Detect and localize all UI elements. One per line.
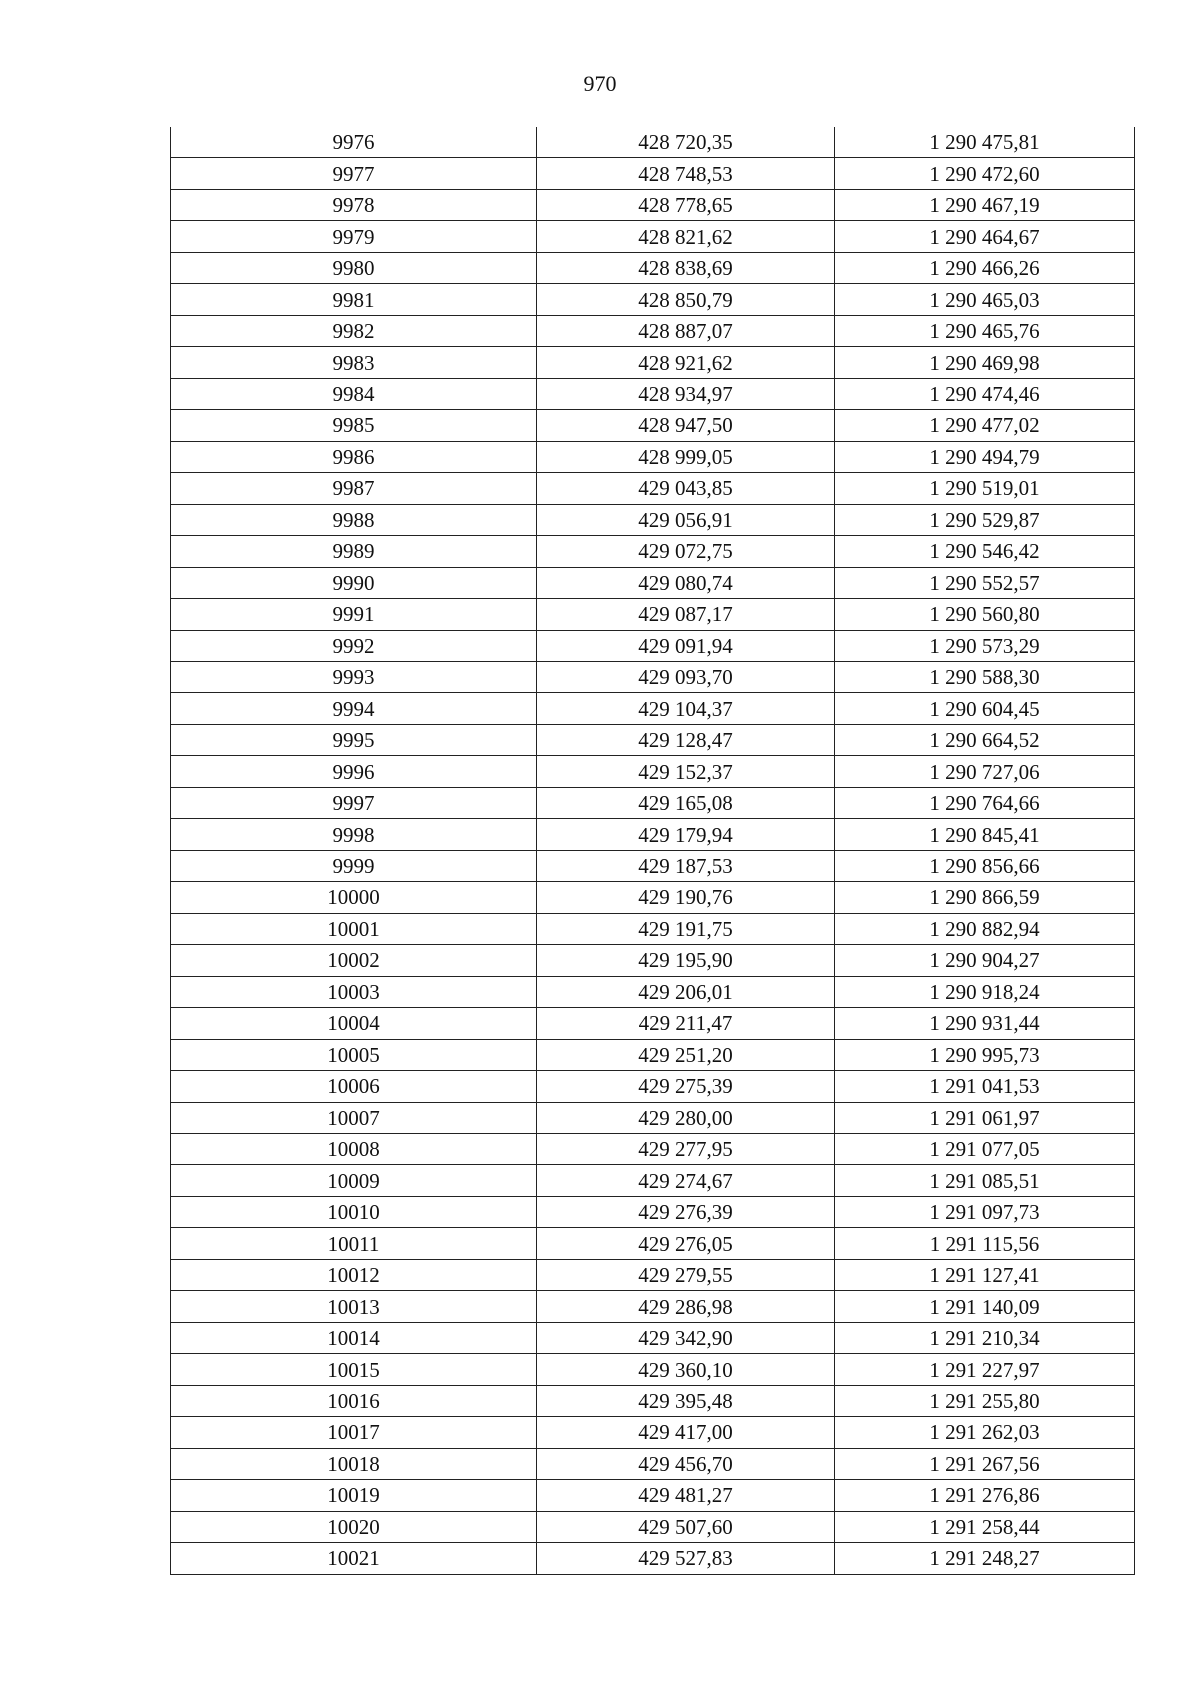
table-row <box>171 1417 1135 1448</box>
point-number-cell: 10007 <box>171 1102 537 1133</box>
y-coordinate-cell: 1 291 267,56 <box>835 1448 1135 1479</box>
x-coordinate-cell: 429 276,05 <box>537 1228 835 1259</box>
x-coordinate-cell: 429 211,47 <box>537 1008 835 1039</box>
point-number-cell: 10003 <box>171 976 537 1007</box>
point-number-cell: 10018 <box>171 1448 537 1479</box>
x-coordinate-cell: 429 507,60 <box>537 1511 835 1542</box>
point-number-cell: 9976 <box>171 127 537 158</box>
point-number-cell: 10021 <box>171 1543 537 1574</box>
table-row <box>171 189 1135 220</box>
y-coordinate-cell: 1 290 560,80 <box>835 599 1135 630</box>
y-coordinate-cell: 1 291 115,56 <box>835 1228 1135 1259</box>
y-coordinate-cell: 1 290 529,87 <box>835 504 1135 535</box>
point-number-cell: 10002 <box>171 945 537 976</box>
x-coordinate-cell: 429 191,75 <box>537 913 835 944</box>
table-row <box>171 913 1135 944</box>
table-row <box>171 787 1135 818</box>
y-coordinate-cell: 1 290 472,60 <box>835 158 1135 189</box>
table-row <box>171 1322 1135 1353</box>
point-number-cell: 9978 <box>171 189 537 220</box>
point-number-cell: 10019 <box>171 1480 537 1511</box>
table-row <box>171 882 1135 913</box>
table-row <box>171 1228 1135 1259</box>
point-number-cell: 10010 <box>171 1196 537 1227</box>
y-coordinate-cell: 1 291 248,27 <box>835 1543 1135 1574</box>
coordinates-table-body <box>171 127 1135 1574</box>
point-number-cell: 10014 <box>171 1322 537 1353</box>
y-coordinate-cell: 1 290 918,24 <box>835 976 1135 1007</box>
x-coordinate-cell: 429 104,37 <box>537 693 835 724</box>
point-number-cell: 9983 <box>171 347 537 378</box>
y-coordinate-cell: 1 291 127,41 <box>835 1259 1135 1290</box>
x-coordinate-cell: 428 921,62 <box>537 347 835 378</box>
table-row <box>171 1480 1135 1511</box>
table-row <box>171 693 1135 724</box>
point-number-cell: 9986 <box>171 441 537 472</box>
point-number-cell: 9980 <box>171 252 537 283</box>
x-coordinate-cell: 428 748,53 <box>537 158 835 189</box>
y-coordinate-cell: 1 291 140,09 <box>835 1291 1135 1322</box>
x-coordinate-cell: 429 280,00 <box>537 1102 835 1133</box>
x-coordinate-cell: 429 080,74 <box>537 567 835 598</box>
table-row <box>171 1291 1135 1322</box>
y-coordinate-cell: 1 290 465,03 <box>835 284 1135 315</box>
x-coordinate-cell: 429 286,98 <box>537 1291 835 1322</box>
y-coordinate-cell: 1 290 474,46 <box>835 378 1135 409</box>
x-coordinate-cell: 429 165,08 <box>537 787 835 818</box>
table-row <box>171 315 1135 346</box>
table-row <box>171 1008 1135 1039</box>
x-coordinate-cell: 428 934,97 <box>537 378 835 409</box>
point-number-cell: 9994 <box>171 693 537 724</box>
y-coordinate-cell: 1 291 276,86 <box>835 1480 1135 1511</box>
x-coordinate-cell: 429 091,94 <box>537 630 835 661</box>
table-row <box>171 1039 1135 1070</box>
x-coordinate-cell: 428 999,05 <box>537 441 835 472</box>
x-coordinate-cell: 429 274,67 <box>537 1165 835 1196</box>
table-row <box>171 1165 1135 1196</box>
x-coordinate-cell: 429 043,85 <box>537 473 835 504</box>
y-coordinate-cell: 1 290 546,42 <box>835 536 1135 567</box>
table-row <box>171 724 1135 755</box>
x-coordinate-cell: 429 360,10 <box>537 1354 835 1385</box>
point-number-cell: 10020 <box>171 1511 537 1542</box>
y-coordinate-cell: 1 290 866,59 <box>835 882 1135 913</box>
table-row <box>171 661 1135 692</box>
table-row <box>171 127 1135 158</box>
table-row <box>171 221 1135 252</box>
table-row <box>171 1102 1135 1133</box>
point-number-cell: 9993 <box>171 661 537 692</box>
x-coordinate-cell: 429 195,90 <box>537 945 835 976</box>
y-coordinate-cell: 1 291 255,80 <box>835 1385 1135 1416</box>
x-coordinate-cell: 429 251,20 <box>537 1039 835 1070</box>
x-coordinate-cell: 429 417,00 <box>537 1417 835 1448</box>
point-number-cell: 9999 <box>171 850 537 881</box>
y-coordinate-cell: 1 290 464,67 <box>835 221 1135 252</box>
x-coordinate-cell: 428 947,50 <box>537 410 835 441</box>
y-coordinate-cell: 1 290 475,81 <box>835 127 1135 158</box>
point-number-cell: 10016 <box>171 1385 537 1416</box>
y-coordinate-cell: 1 290 664,52 <box>835 724 1135 755</box>
x-coordinate-cell: 429 527,83 <box>537 1543 835 1574</box>
y-coordinate-cell: 1 290 882,94 <box>835 913 1135 944</box>
x-coordinate-cell: 428 821,62 <box>537 221 835 252</box>
y-coordinate-cell: 1 290 465,76 <box>835 315 1135 346</box>
y-coordinate-cell: 1 290 904,27 <box>835 945 1135 976</box>
table-row <box>171 850 1135 881</box>
x-coordinate-cell: 429 481,27 <box>537 1480 835 1511</box>
y-coordinate-cell: 1 291 061,97 <box>835 1102 1135 1133</box>
table-row <box>171 1071 1135 1102</box>
point-number-cell: 10004 <box>171 1008 537 1039</box>
point-number-cell: 9992 <box>171 630 537 661</box>
y-coordinate-cell: 1 290 727,06 <box>835 756 1135 787</box>
y-coordinate-cell: 1 290 573,29 <box>835 630 1135 661</box>
point-number-cell: 9995 <box>171 724 537 755</box>
x-coordinate-cell: 429 279,55 <box>537 1259 835 1290</box>
x-coordinate-cell: 428 720,35 <box>537 127 835 158</box>
x-coordinate-cell: 429 275,39 <box>537 1071 835 1102</box>
y-coordinate-cell: 1 291 041,53 <box>835 1071 1135 1102</box>
point-number-cell: 10015 <box>171 1354 537 1385</box>
x-coordinate-cell: 429 277,95 <box>537 1134 835 1165</box>
table-row <box>171 410 1135 441</box>
x-coordinate-cell: 429 276,39 <box>537 1196 835 1227</box>
y-coordinate-cell: 1 291 262,03 <box>835 1417 1135 1448</box>
x-coordinate-cell: 429 187,53 <box>537 850 835 881</box>
y-coordinate-cell: 1 290 467,19 <box>835 189 1135 220</box>
x-coordinate-cell: 429 152,37 <box>537 756 835 787</box>
y-coordinate-cell: 1 290 995,73 <box>835 1039 1135 1070</box>
point-number-cell: 10017 <box>171 1417 537 1448</box>
point-number-cell: 10000 <box>171 882 537 913</box>
table-row <box>171 1543 1135 1574</box>
table-row <box>171 347 1135 378</box>
point-number-cell: 9977 <box>171 158 537 189</box>
x-coordinate-cell: 428 838,69 <box>537 252 835 283</box>
table-row <box>171 1448 1135 1479</box>
table-row <box>171 599 1135 630</box>
x-coordinate-cell: 429 093,70 <box>537 661 835 692</box>
y-coordinate-cell: 1 291 077,05 <box>835 1134 1135 1165</box>
y-coordinate-cell: 1 290 845,41 <box>835 819 1135 850</box>
table-row <box>171 1385 1135 1416</box>
y-coordinate-cell: 1 290 764,66 <box>835 787 1135 818</box>
y-coordinate-cell: 1 290 604,45 <box>835 693 1135 724</box>
point-number-cell: 9998 <box>171 819 537 850</box>
point-number-cell: 10005 <box>171 1039 537 1070</box>
x-coordinate-cell: 429 342,90 <box>537 1322 835 1353</box>
table-row <box>171 473 1135 504</box>
table-row <box>171 252 1135 283</box>
table-row <box>171 976 1135 1007</box>
point-number-cell: 9989 <box>171 536 537 567</box>
table-row <box>171 1134 1135 1165</box>
point-number-cell: 9984 <box>171 378 537 409</box>
point-number-cell: 9981 <box>171 284 537 315</box>
y-coordinate-cell: 1 290 494,79 <box>835 441 1135 472</box>
table-row <box>171 158 1135 189</box>
x-coordinate-cell: 429 128,47 <box>537 724 835 755</box>
point-number-cell: 10013 <box>171 1291 537 1322</box>
y-coordinate-cell: 1 290 519,01 <box>835 473 1135 504</box>
point-number-cell: 10011 <box>171 1228 537 1259</box>
x-coordinate-cell: 429 456,70 <box>537 1448 835 1479</box>
y-coordinate-cell: 1 291 085,51 <box>835 1165 1135 1196</box>
coordinates-table <box>170 127 1135 1575</box>
point-number-cell: 9996 <box>171 756 537 787</box>
x-coordinate-cell: 428 850,79 <box>537 284 835 315</box>
y-coordinate-cell: 1 290 552,57 <box>835 567 1135 598</box>
point-number-cell: 9985 <box>171 410 537 441</box>
x-coordinate-cell: 429 056,91 <box>537 504 835 535</box>
point-number-cell: 10008 <box>171 1134 537 1165</box>
table-row <box>171 945 1135 976</box>
page-number: 970 <box>583 71 617 96</box>
x-coordinate-cell: 428 887,07 <box>537 315 835 346</box>
y-coordinate-cell: 1 290 588,30 <box>835 661 1135 692</box>
x-coordinate-cell: 429 072,75 <box>537 536 835 567</box>
table-row <box>171 1196 1135 1227</box>
table-row <box>171 504 1135 535</box>
table-row <box>171 284 1135 315</box>
y-coordinate-cell: 1 291 227,97 <box>835 1354 1135 1385</box>
point-number-cell: 10001 <box>171 913 537 944</box>
table-row <box>171 1354 1135 1385</box>
point-number-cell: 9987 <box>171 473 537 504</box>
y-coordinate-cell: 1 290 477,02 <box>835 410 1135 441</box>
point-number-cell: 10012 <box>171 1259 537 1290</box>
x-coordinate-cell: 429 395,48 <box>537 1385 835 1416</box>
table-row <box>171 819 1135 850</box>
y-coordinate-cell: 1 290 856,66 <box>835 850 1135 881</box>
point-number-cell: 9991 <box>171 599 537 630</box>
point-number-cell: 9988 <box>171 504 537 535</box>
table-row <box>171 441 1135 472</box>
y-coordinate-cell: 1 290 469,98 <box>835 347 1135 378</box>
x-coordinate-cell: 428 778,65 <box>537 189 835 220</box>
point-number-cell: 9982 <box>171 315 537 346</box>
table-row <box>171 378 1135 409</box>
point-number-cell: 10006 <box>171 1071 537 1102</box>
x-coordinate-cell: 429 087,17 <box>537 599 835 630</box>
x-coordinate-cell: 429 206,01 <box>537 976 835 1007</box>
point-number-cell: 9979 <box>171 221 537 252</box>
y-coordinate-cell: 1 290 931,44 <box>835 1008 1135 1039</box>
x-coordinate-cell: 429 179,94 <box>537 819 835 850</box>
y-coordinate-cell: 1 290 466,26 <box>835 252 1135 283</box>
table-row <box>171 567 1135 598</box>
x-coordinate-cell: 429 190,76 <box>537 882 835 913</box>
y-coordinate-cell: 1 291 097,73 <box>835 1196 1135 1227</box>
point-number-cell: 9997 <box>171 787 537 818</box>
point-number-cell: 10009 <box>171 1165 537 1196</box>
table-row <box>171 756 1135 787</box>
y-coordinate-cell: 1 291 258,44 <box>835 1511 1135 1542</box>
table-row <box>171 536 1135 567</box>
table-row <box>171 1511 1135 1542</box>
y-coordinate-cell: 1 291 210,34 <box>835 1322 1135 1353</box>
table-row <box>171 1259 1135 1290</box>
point-number-cell: 9990 <box>171 567 537 598</box>
table-row <box>171 630 1135 661</box>
